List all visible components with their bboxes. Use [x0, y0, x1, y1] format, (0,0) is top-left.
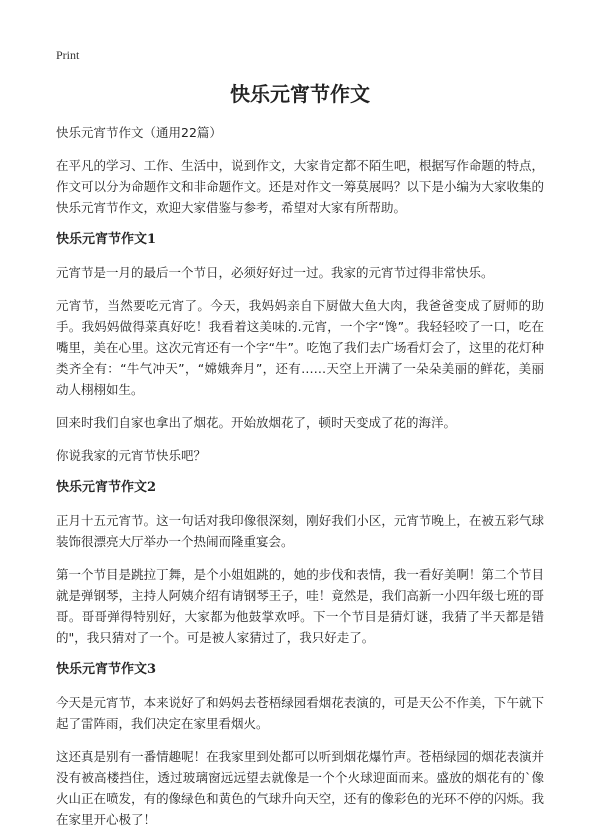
body-paragraph: 元宵节是一月的最后一个节日，必须好好过一过。我家的元宵节过得非常快乐。	[56, 265, 494, 280]
section-heading: 快乐元宵节作文2	[56, 480, 157, 495]
section-heading: 快乐元宵节作文1	[56, 232, 157, 247]
body-paragraph: 今天是元宵节，本来说好了和妈妈去苍梧绿园看烟花表演的，可是天公不作美，下午就下起了雷阵雨，我们决定在家里看烟火。	[56, 695, 544, 731]
intro-paragraph: 在平凡的学习、工作、生活中，说到作文，大家肯定都不陌生吧，根据写作命题的特点，作文可以分为命题作文和非命题作文。还是对作文一筹莫展吗？以下是小编为大家收集的快乐元宵节作文，欢迎大家借鉴与参考，希望对大家有所帮助。	[56, 158, 544, 215]
body-paragraph: 第一个节目是跳拉丁舞，是个小姐姐跳的，她的步伐和表情，我一看好美啊！第二个节目就是弹钢琴，主持人阿姨介绍有请钢琴王子，哇！竟然是，我们高新一小四年级七班的哥哥。哥哥弹得特别好，大家都为他鼓掌欢呼。下一个节目是猜灯谜，我猜了半天都是错的"，我只猜对了一个。可是被人家猜过了，我只好走了。	[56, 567, 544, 645]
page-title: 快乐元宵节作文	[230, 82, 370, 106]
body-paragraph: 回来时我们自家也拿出了烟花。开始放烟花了，顿时天变成了花的海洋。	[56, 415, 457, 430]
print-link[interactable]: Print	[56, 48, 80, 62]
document-subtitle: 快乐元宵节作文（通用22篇）	[56, 125, 222, 140]
body-paragraph: 这还真是别有一番情趣呢！在我家里到处都可以听到烟花爆竹声。苍梧绿园的烟花表演并没有被高楼挡住，透过玻璃窗远远望去就像是一个个火球迎面而来。盛放的烟花有的`像火山正在喷发，有的像绿色和黄色的气球升向天空，还有的像彩色的光环不停的闪烁。我在家里开心极了！	[56, 749, 544, 827]
section-heading: 快乐元宵节作文3	[56, 662, 157, 677]
body-paragraph: 元宵节，当然要吃元宵了。今天，我妈妈亲自下厨做大鱼大肉，我爸爸变成了厨师的助手。我妈妈做得菜真好吃！我看着这美味的.元宵，一个字“馋”。我轻轻咬了一口，吃在嘴里，美在心里。这次元宵还有一个字“牛”。吃饱了我们去广场看灯会了，这里的花灯种类齐全有：“牛气冲天”，“嫦娥奔月”，还有……天空上开满了一朵朵美丽的鲜花，美丽动人栩栩如生。	[56, 298, 544, 397]
body-paragraph: 正月十五元宵节。这一句话对我印像很深刻，刚好我们小区，元宵节晚上，在被五彩气球装饰很漂亮大厅举办一个热闹而隆重宴会。	[56, 513, 544, 549]
body-paragraph: 你说我家的元宵节快乐吧？	[56, 448, 207, 463]
